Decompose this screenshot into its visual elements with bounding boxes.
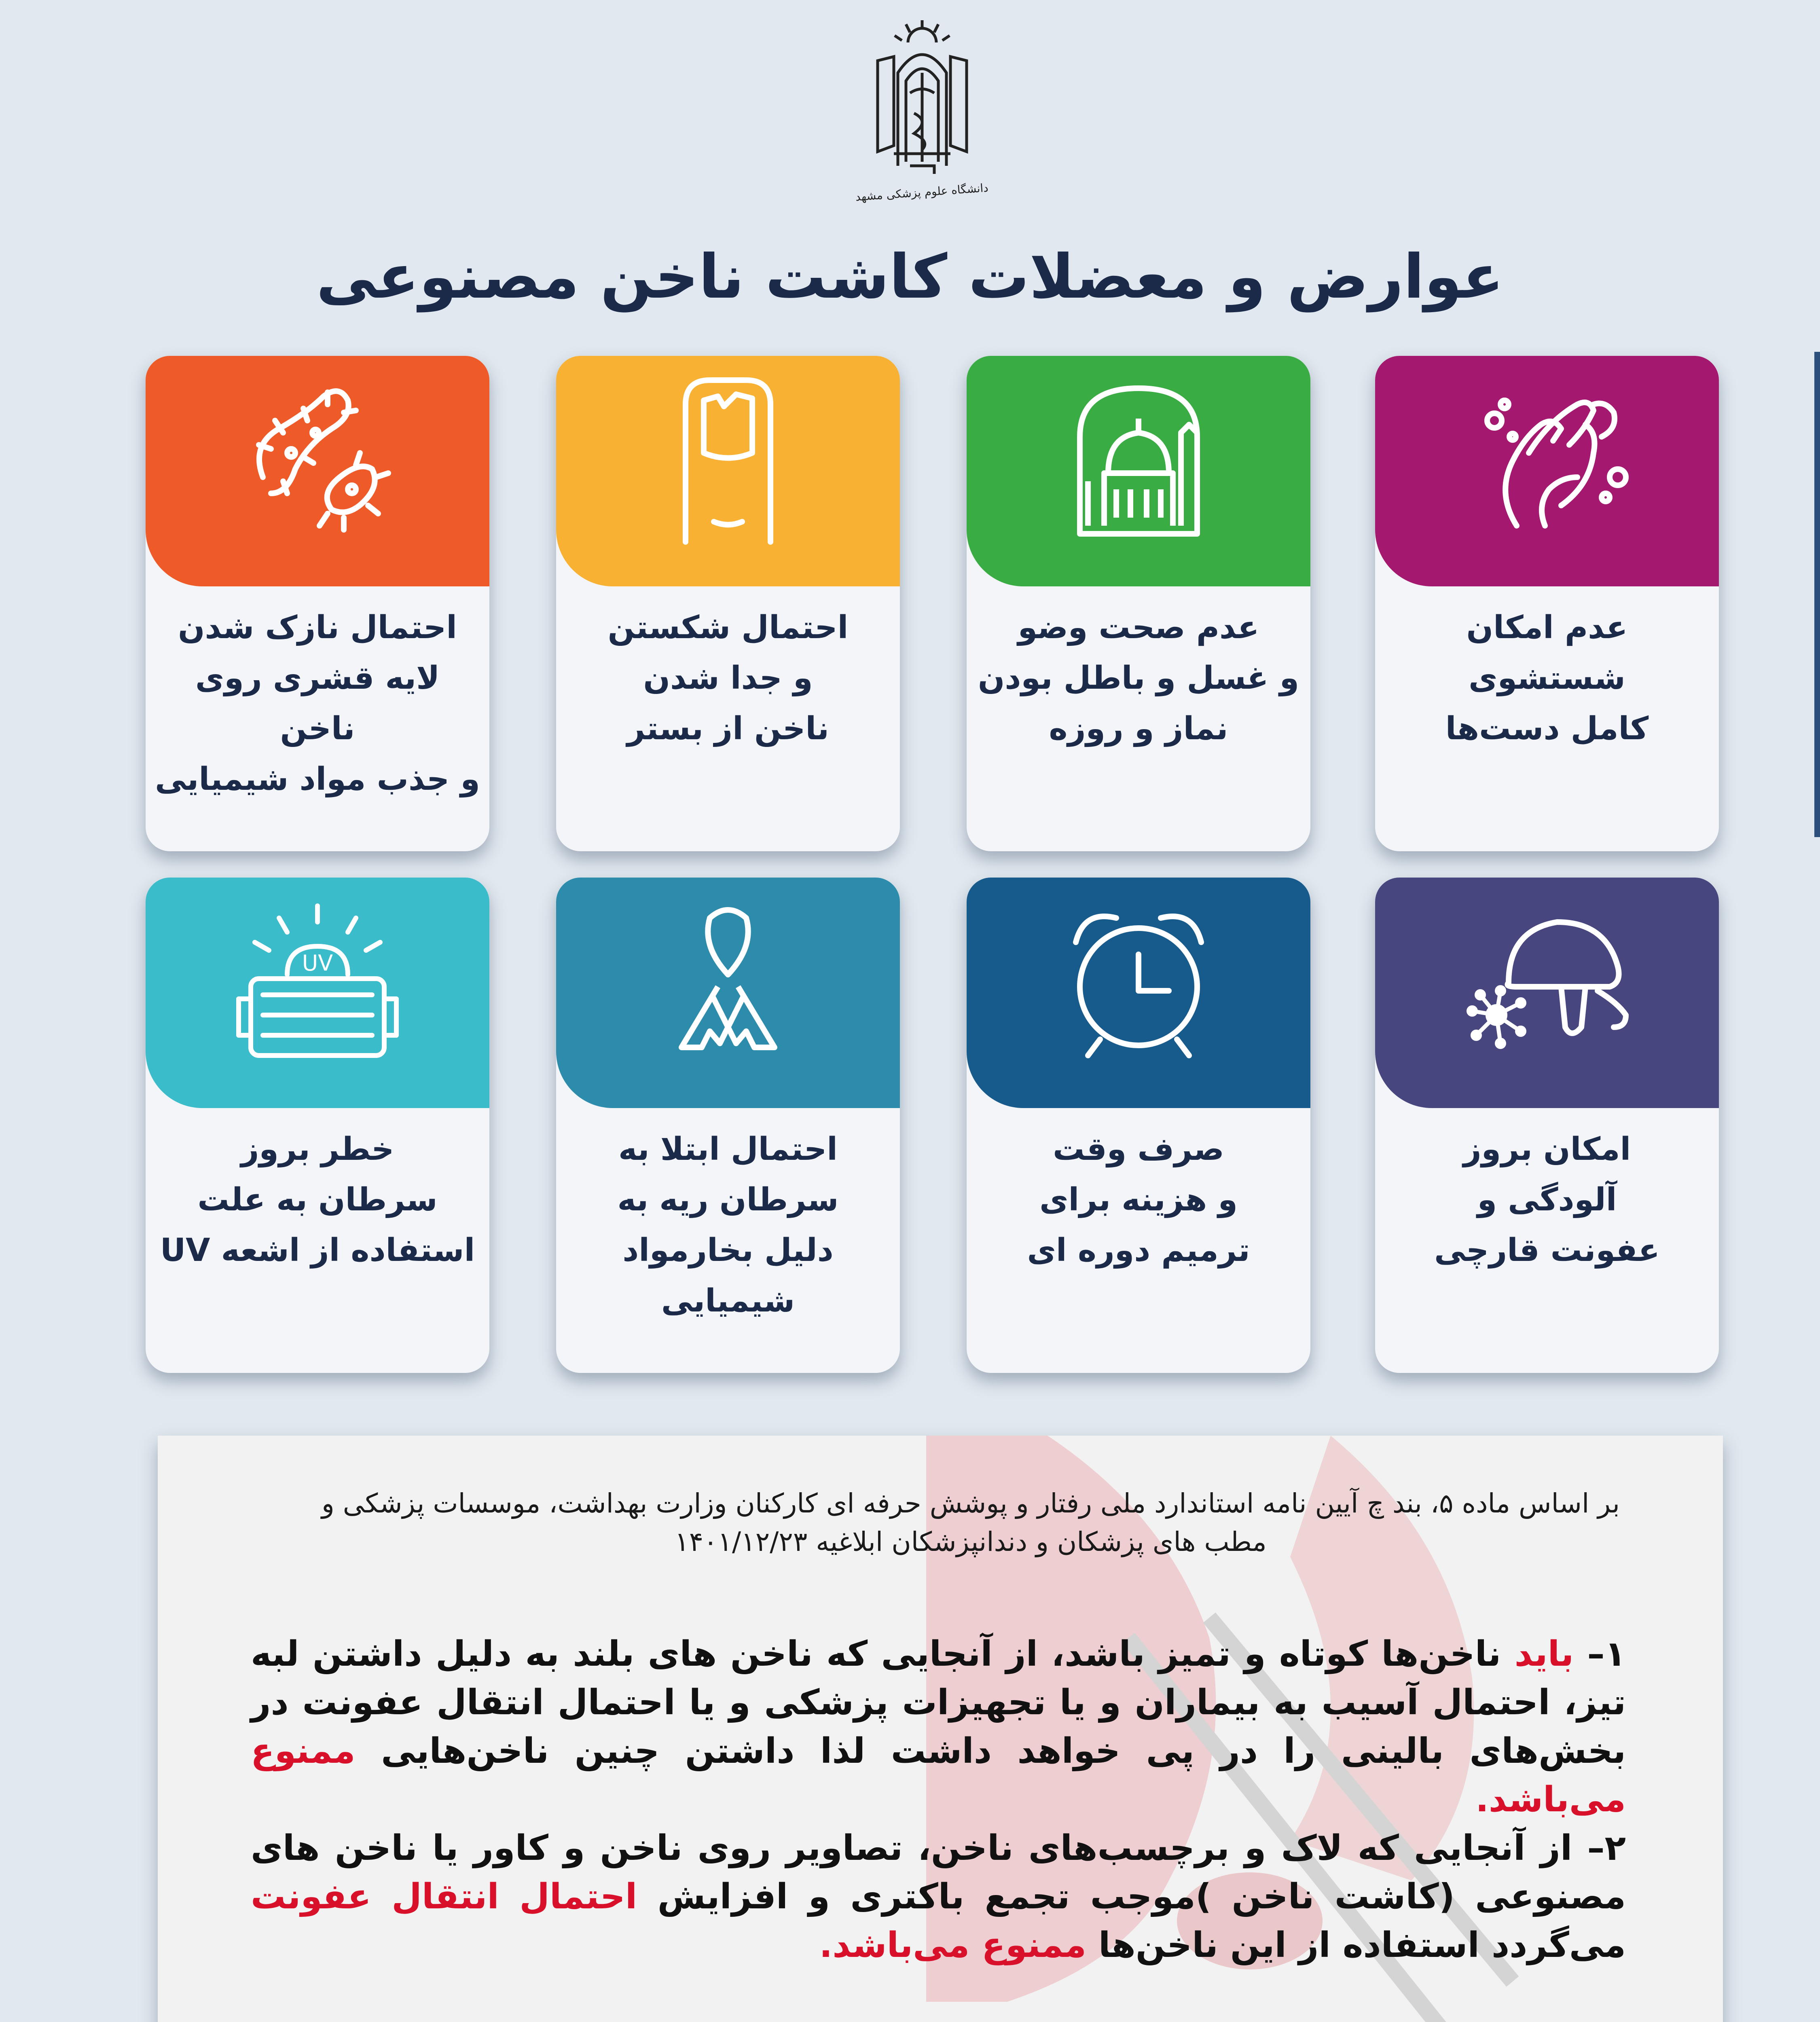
card-uv-lamp (146, 878, 489, 1373)
card-text: احتمال شکستن و جدا شدن ناخن از بستر (607, 609, 849, 747)
rule-2-body-cont: می‌گردد استفاده از این ناخن‌ها (1086, 1925, 1626, 1965)
mosque-icon (1048, 372, 1230, 542)
page-title: عوارض و معضلات کاشت ناخن مصنوعی (316, 242, 1504, 312)
bacteria-icon (226, 372, 408, 542)
rule-1-number: ۱– (1574, 1634, 1626, 1674)
card-hand-washing (1375, 356, 1719, 851)
card-fungus (1375, 878, 1719, 1373)
card-alarm-clock (967, 878, 1310, 1373)
card-broken-nail (556, 356, 900, 851)
rule-2 (251, 1824, 1626, 2018)
card-bacteria (146, 356, 489, 851)
hand-washing-icon (1456, 372, 1638, 542)
university-logo (855, 12, 989, 206)
rule-1 (251, 1630, 1626, 1824)
card-text: احتمال ابتلا به سرطان ریه به دلیل بخارمواد شیمیایی (617, 1131, 839, 1319)
rule-1-forbidden: ممنوع می‌باشد. (251, 1731, 1626, 1820)
card-text: عدم امکان شستشوی کامل دست‌ها (1445, 609, 1649, 747)
rule-1-body: ناخن‌ها کوتاه و تمیز باشد، از آنجایی که ناخن های بلند به دلیل داشتن لبه تیز، احتمال آسیب به بیماران و یا تجهیزات پزشکی و یا احتمال انتقال عفونت در بخش‌های بالینی را در پی خواهد داشت لذا داشتن چنین ناخن‌هایی (251, 1634, 1626, 1771)
card-text: احتمال نازک شدن لایه قشری روی ناخن و جذب مواد شیمیایی (155, 609, 480, 797)
alarm-clock-icon (1048, 894, 1230, 1064)
rule-1-must: باید (1514, 1634, 1574, 1674)
logo-caption: دانشگاه علوم پزشکی مشهد (855, 181, 989, 204)
fungus-icon (1456, 894, 1638, 1064)
notice-intro: بر اساس ماده ۵، بند چ آیین نامه استاندارد ملی رفتار و پوشش حرفه ای کارکنان وزارت بهداشت، موسسات پزشکی و مطب های پزشکان و دندانپزشکان ابلاغیه ۱۴۰۱/۱۲/۲۳ (321, 1488, 1620, 1557)
notice-panel (158, 1436, 1723, 2022)
broken-nail-icon (637, 372, 819, 542)
cancer-ribbon-icon (637, 894, 819, 1064)
card-text: امکان بروز آلودگی و عفونت قارچی (1434, 1131, 1660, 1269)
card-cancer-ribbon (556, 878, 900, 1373)
edge-decoration (1814, 352, 1820, 837)
rule-2-forbidden: ممنوع می‌باشد. (819, 1925, 1086, 1965)
svg-text:UV: UV (302, 950, 333, 976)
rule-2-infection-risk: احتمال انتقال عفونت (251, 1876, 637, 1917)
card-text: صرف وقت و هزینه برای ترمیم دوره ای (1027, 1131, 1250, 1269)
card-mosque (967, 356, 1310, 851)
card-text: عدم صحت وضو و غسل و باطل بودن نماز و روزه (978, 609, 1299, 747)
card-text: خطر بروز سرطان به علت استفاده از اشعه UV (160, 1131, 475, 1269)
rule-2-body: ۲– از آنجایی که لاک و برچسب‌های ناخن، تصاویر روی ناخن و کاور یا ناخن های مصنوعی (کاشت ناخن )موجب تجمع باکتری و افزایش (251, 1828, 1626, 1917)
uv-lamp-icon (226, 894, 408, 1064)
